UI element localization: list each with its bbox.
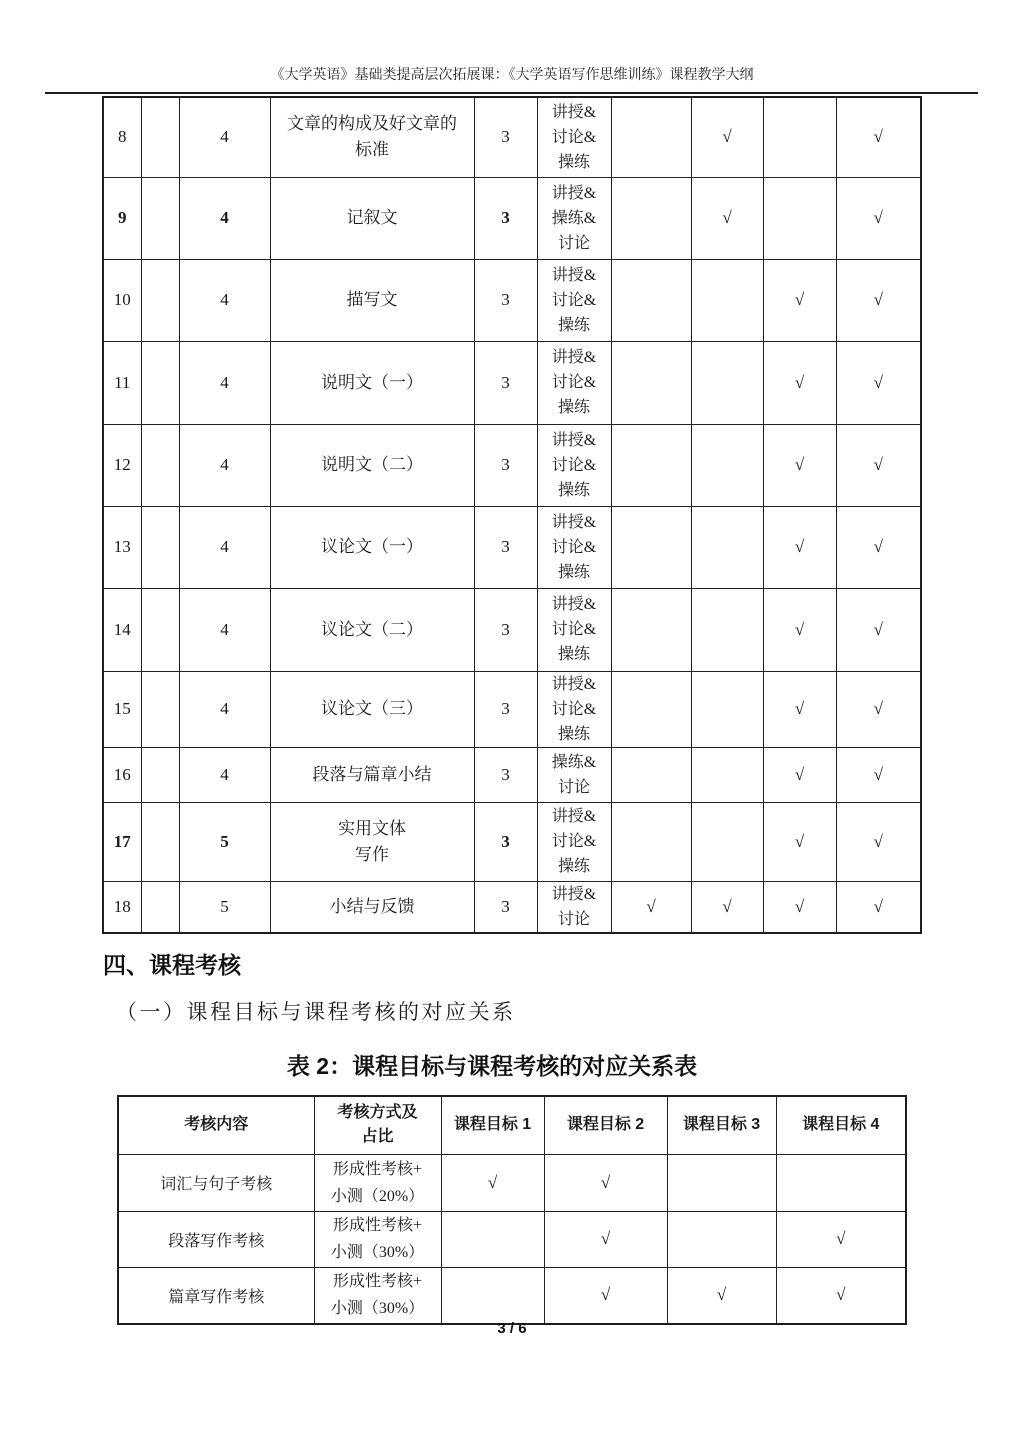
- unit-number: 4: [179, 747, 270, 802]
- lesson-number: 14: [103, 588, 141, 671]
- assessment-goal-check-4: √: [776, 1267, 906, 1324]
- text-line: 操练: [557, 858, 590, 875]
- goal-check-4: √: [836, 506, 921, 588]
- topic-cell: [270, 802, 474, 881]
- text-line: 小结与反馈: [329, 896, 415, 916]
- assessment-header-col-4: [544, 1096, 667, 1154]
- text-line: 讲授&: [551, 885, 597, 903]
- goal-check-4: √: [836, 97, 921, 177]
- text-line: 段落与篇章小结: [312, 764, 432, 784]
- text-line: 讨论: [557, 910, 590, 928]
- goal-check-1: [611, 424, 691, 506]
- assessment-header-col-5: [667, 1096, 776, 1154]
- topic-cell: [270, 747, 474, 802]
- goal-check-2: [691, 506, 763, 588]
- assessment-goal-check-4: √: [776, 1211, 906, 1267]
- text-line: 小测（30%）: [330, 1300, 425, 1318]
- hours-cell: 3: [474, 671, 537, 747]
- hours-cell: 3: [474, 341, 537, 424]
- unit-number: 4: [179, 259, 270, 341]
- unit-number: 4: [179, 97, 270, 177]
- lesson-number: 13: [103, 506, 141, 588]
- goal-check-1: [611, 97, 691, 177]
- lesson-number: 16: [103, 747, 141, 802]
- schedule-row: [103, 671, 921, 747]
- hours-cell: 3: [474, 97, 537, 177]
- goal-check-4: √: [836, 747, 921, 802]
- goal-check-2: √: [691, 97, 763, 177]
- goal-check-3: √: [763, 341, 836, 424]
- assessment-goal-check-3: [667, 1154, 776, 1211]
- lesson-number: 9: [103, 177, 141, 259]
- text-line: 课程目标 1: [453, 1116, 532, 1134]
- section-heading-assessment: 四、课程考核: [103, 952, 241, 978]
- schedule-row: [103, 506, 921, 588]
- goal-check-3: √: [763, 881, 836, 933]
- text-line: 讨论&: [551, 621, 597, 638]
- goal-check-4: √: [836, 802, 921, 881]
- text-line: 讨论&: [551, 833, 597, 850]
- week-cell: [141, 341, 179, 424]
- unit-number: 5: [179, 802, 270, 881]
- text-line: 小测（20%）: [330, 1187, 425, 1205]
- assessment-header-col-2: [314, 1096, 441, 1154]
- topic-cell: [270, 341, 474, 424]
- hours-cell: 3: [474, 588, 537, 671]
- text-line: 课程目标 4: [802, 1116, 880, 1134]
- assessment-goal-check-3: √: [667, 1267, 776, 1324]
- hours-cell: 3: [474, 177, 537, 259]
- section-subheading-goal-mapping: （一）课程目标与课程考核的对应关系: [116, 1000, 516, 1024]
- topic-cell: [270, 177, 474, 259]
- schedule-row: [103, 802, 921, 881]
- text-line: 操练: [557, 153, 590, 171]
- week-cell: [141, 588, 179, 671]
- text-line: 课程目标 3: [682, 1116, 761, 1134]
- text-line: 形成性考核+: [332, 1273, 423, 1291]
- assessment-header-col-3: [441, 1096, 544, 1154]
- week-cell: [141, 97, 179, 177]
- hours-cell: 3: [474, 881, 537, 933]
- text-line: 占比: [361, 1128, 394, 1146]
- week-cell: [141, 424, 179, 506]
- schedule-row: [103, 177, 921, 259]
- text-line: 标准: [355, 140, 389, 160]
- goal-check-1: [611, 177, 691, 259]
- page-header-title: 《大学英语》基础类提高层次拓展课：《大学英语写作思维训练》课程教学大纲: [270, 66, 754, 82]
- text-line: 讨论&: [551, 128, 597, 146]
- text-line: 操练&: [551, 753, 597, 771]
- text-line: 记叙文: [346, 208, 398, 227]
- text-line: 讲授&: [551, 596, 597, 613]
- goal-check-3: √: [763, 259, 836, 341]
- week-cell: [141, 506, 179, 588]
- text-line: 考核方式及: [337, 1104, 418, 1122]
- assessment-method-cell: [314, 1154, 441, 1211]
- text-line: 讲授&: [551, 266, 597, 284]
- goal-check-1: [611, 671, 691, 747]
- text-line: 讨论: [557, 778, 590, 796]
- text-line: 操练&: [551, 209, 597, 227]
- goal-check-4: √: [836, 424, 921, 506]
- hours-cell: 3: [474, 424, 537, 506]
- assessment-row: [118, 1211, 906, 1267]
- goal-check-4: √: [836, 588, 921, 671]
- teaching-method-cell: [537, 671, 611, 747]
- assessment-goal-check-2: √: [544, 1154, 667, 1211]
- assessment-goal-check-3: [667, 1211, 776, 1267]
- schedule-row: [103, 747, 921, 802]
- schedule-row: [103, 259, 921, 341]
- schedule-row: [103, 97, 921, 177]
- table2-caption: 表 2：课程目标与课程考核的对应关系表: [286, 1053, 698, 1079]
- assessment-row: [118, 1267, 906, 1324]
- goal-check-2: √: [691, 177, 763, 259]
- teaching-method-cell: [537, 802, 611, 881]
- topic-cell: [270, 506, 474, 588]
- text-line: 写作: [355, 844, 389, 864]
- text-line: 讨论&: [551, 700, 597, 718]
- text-line: 操练: [557, 481, 590, 499]
- goal-check-2: [691, 341, 763, 424]
- lesson-number: 8: [103, 97, 141, 177]
- week-cell: [141, 881, 179, 933]
- goal-check-3: √: [763, 671, 836, 747]
- assessment-header-col-1: [118, 1096, 314, 1154]
- text-line: 讲授&: [551, 184, 597, 202]
- goal-check-2: [691, 671, 763, 747]
- assessment-content-cell: 词汇与句子考核: [118, 1154, 314, 1211]
- assessment-goal-check-1: [441, 1267, 544, 1324]
- goal-check-4: √: [836, 341, 921, 424]
- text-line: 文章的构成及好文章的: [287, 114, 457, 134]
- week-cell: [141, 747, 179, 802]
- topic-cell: [270, 881, 474, 933]
- goal-check-2: [691, 747, 763, 802]
- goal-check-3: √: [763, 588, 836, 671]
- week-cell: [141, 671, 179, 747]
- teaching-method-cell: [537, 259, 611, 341]
- header-rule: [45, 92, 978, 94]
- text-line: 讲授&: [551, 431, 597, 449]
- goal-check-2: [691, 424, 763, 506]
- assessment-header-col-6: [776, 1096, 906, 1154]
- teaching-method-cell: [537, 97, 611, 177]
- text-line: 小测（30%）: [330, 1244, 425, 1261]
- goal-check-2: [691, 259, 763, 341]
- page-number: 3 / 6: [497, 1320, 527, 1337]
- schedule-row: [103, 881, 921, 933]
- text-line: 议论文（二）: [321, 619, 423, 639]
- assessment-content-cell: 段落写作考核: [118, 1211, 314, 1267]
- teaching-method-cell: [537, 747, 611, 802]
- hours-cell: 3: [474, 506, 537, 588]
- lesson-number: 17: [103, 802, 141, 881]
- goal-check-1: [611, 341, 691, 424]
- goal-check-1: [611, 506, 691, 588]
- schedule-row: [103, 588, 921, 671]
- assessment-method-cell: [314, 1267, 441, 1324]
- lesson-number: 18: [103, 881, 141, 933]
- text-line: 说明文（二）: [321, 455, 423, 474]
- goal-check-2: [691, 588, 763, 671]
- goal-check-1: [611, 802, 691, 881]
- assessment-goal-check-4: [776, 1154, 906, 1211]
- text-line: 操练: [557, 725, 590, 743]
- unit-number: 4: [179, 506, 270, 588]
- text-line: 描写文: [346, 290, 398, 309]
- teaching-method-cell: [537, 424, 611, 506]
- text-line: 操练: [557, 399, 590, 416]
- text-line: 讨论: [557, 234, 590, 252]
- goal-check-3: √: [763, 424, 836, 506]
- text-line: 形成性考核+: [332, 1160, 423, 1178]
- text-line: 讨论&: [551, 456, 597, 474]
- teaching-method-cell: [537, 588, 611, 671]
- goal-check-1: [611, 259, 691, 341]
- text-line: 议论文（一）: [321, 537, 423, 556]
- lesson-number: 12: [103, 424, 141, 506]
- text-line: 讲授&: [551, 103, 597, 121]
- goal-check-4: √: [836, 259, 921, 341]
- schedule-row: [103, 424, 921, 506]
- goal-check-1: [611, 747, 691, 802]
- text-line: 实用文体: [338, 818, 406, 838]
- topic-cell: [270, 424, 474, 506]
- text-line: 讨论&: [551, 538, 597, 556]
- topic-cell: [270, 588, 474, 671]
- teaching-method-cell: [537, 341, 611, 424]
- course-schedule-table: [102, 96, 922, 934]
- topic-cell: [270, 97, 474, 177]
- goal-check-4: √: [836, 881, 921, 933]
- teaching-method-cell: [537, 177, 611, 259]
- goal-check-3: √: [763, 747, 836, 802]
- week-cell: [141, 802, 179, 881]
- unit-number: 4: [179, 671, 270, 747]
- text-line: 讲授&: [551, 808, 597, 825]
- lesson-number: 11: [103, 341, 141, 424]
- goal-check-2: √: [691, 881, 763, 933]
- assessment-goal-check-2: √: [544, 1267, 667, 1324]
- topic-cell: [270, 671, 474, 747]
- week-cell: [141, 259, 179, 341]
- teaching-method-cell: [537, 881, 611, 933]
- goal-check-3: √: [763, 802, 836, 881]
- week-cell: [141, 177, 179, 259]
- assessment-content-cell: 篇章写作考核: [118, 1267, 314, 1324]
- text-line: 操练: [557, 646, 590, 663]
- goal-check-2: [691, 802, 763, 881]
- goal-check-1: √: [611, 881, 691, 933]
- text-line: 课程目标 2: [566, 1116, 645, 1134]
- text-line: 讲授&: [551, 513, 597, 531]
- goal-check-3: √: [763, 506, 836, 588]
- assessment-goal-check-2: √: [544, 1211, 667, 1267]
- hours-cell: 3: [474, 259, 537, 341]
- text-line: 操练: [557, 563, 590, 581]
- text-line: 讲授&: [551, 675, 597, 693]
- text-line: 议论文（三）: [321, 699, 423, 718]
- goal-check-1: [611, 588, 691, 671]
- text-line: 形成性考核+: [332, 1217, 423, 1234]
- hours-cell: 3: [474, 802, 537, 881]
- teaching-method-cell: [537, 506, 611, 588]
- unit-number: 5: [179, 881, 270, 933]
- text-line: 说明文（一）: [321, 372, 423, 392]
- unit-number: 4: [179, 177, 270, 259]
- assessment-row: [118, 1154, 906, 1211]
- hours-cell: 3: [474, 747, 537, 802]
- text-line: 考核内容: [184, 1116, 249, 1134]
- lesson-number: 15: [103, 671, 141, 747]
- topic-cell: [270, 259, 474, 341]
- assessment-mapping-table: [117, 1095, 907, 1325]
- text-line: 讨论&: [551, 374, 597, 391]
- text-line: 操练: [557, 316, 590, 334]
- goal-check-4: √: [836, 671, 921, 747]
- goal-check-3: [763, 177, 836, 259]
- unit-number: 4: [179, 588, 270, 671]
- unit-number: 4: [179, 341, 270, 424]
- text-line: 讲授&: [551, 349, 597, 366]
- goal-check-4: √: [836, 177, 921, 259]
- assessment-goal-check-1: √: [441, 1154, 544, 1211]
- assessment-goal-check-1: [441, 1211, 544, 1267]
- goal-check-3: [763, 97, 836, 177]
- unit-number: 4: [179, 424, 270, 506]
- text-line: 讨论&: [551, 291, 597, 309]
- assessment-header-row: [118, 1096, 906, 1154]
- lesson-number: 10: [103, 259, 141, 341]
- assessment-method-cell: [314, 1211, 441, 1267]
- schedule-row: [103, 341, 921, 424]
